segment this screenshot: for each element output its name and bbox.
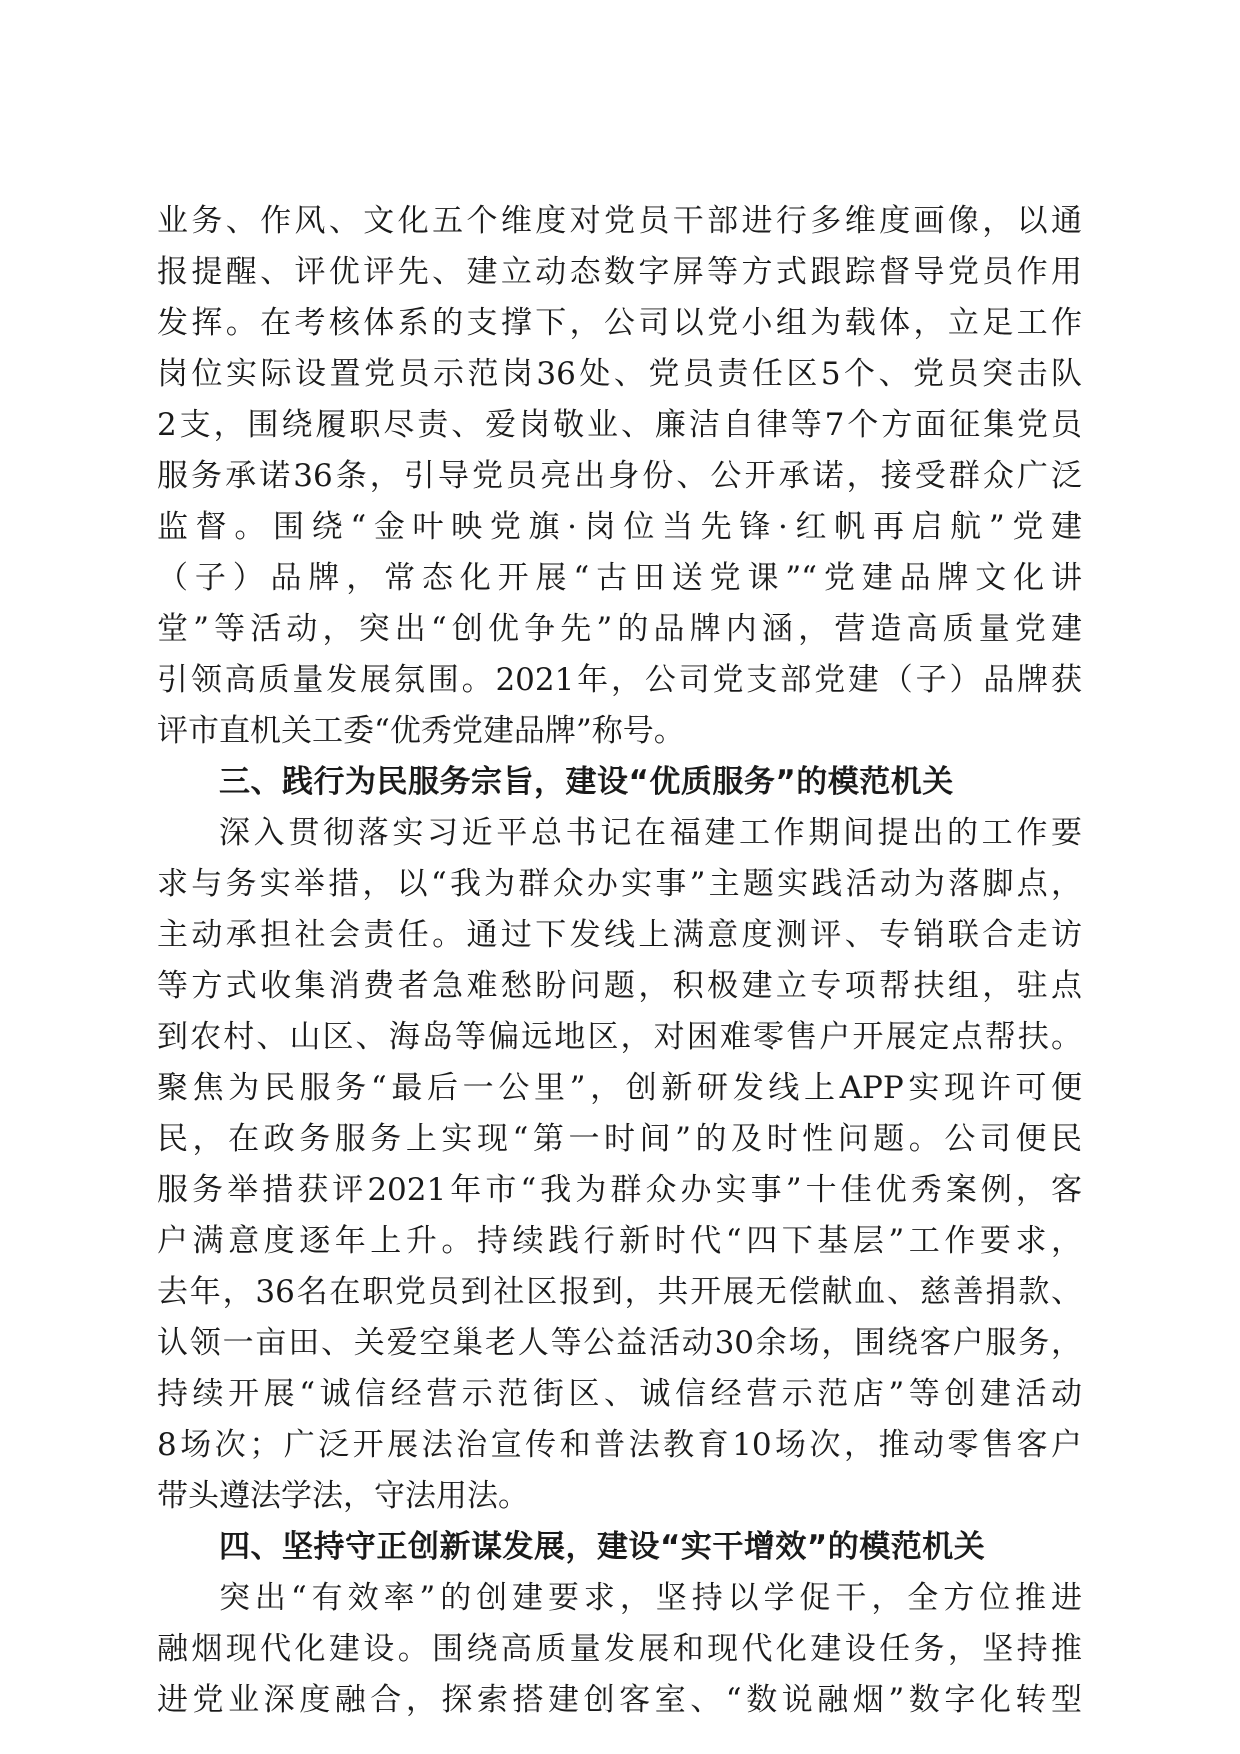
paragraph bbox=[157, 808, 1082, 1522]
text-line: 带头遵法学法，守法用法。 bbox=[157, 1478, 529, 1514]
document-body bbox=[157, 196, 1082, 1726]
text-line: 融烟现代化建设。围绕高质量发展和现代化建设任务，坚持推 bbox=[157, 1631, 1082, 1667]
section-heading-4: 四、坚持守正创新谋发展，建设“实干增效”的模范机关 bbox=[219, 1529, 986, 1565]
paragraph bbox=[157, 196, 1082, 757]
text-line: 监督。围绕“金叶映党旗·岗位当先锋·红帆再启航”党建 bbox=[157, 509, 1082, 545]
text-line: 业务、作风、文化五个维度对党员干部进行多维度画像，以通 bbox=[157, 203, 1082, 239]
text-line: 去年，36名在职党员到社区报到，共开展无偿献血、慈善捐款、 bbox=[157, 1274, 1082, 1310]
text-line: 岗位实际设置党员示范岗36处、党员责任区5个、党员突击队 bbox=[157, 356, 1082, 392]
text-line: 深入贯彻落实习近平总书记在福建工作期间提出的工作要 bbox=[219, 815, 1082, 851]
text-line: 民，在政务服务上实现“第一时间”的及时性问题。公司便民 bbox=[157, 1121, 1082, 1157]
text-line: （子）品牌，常态化开展“古田送党课”“党建品牌文化讲 bbox=[157, 560, 1082, 596]
text-line: 户满意度逐年上升。持续践行新时代“四下基层”工作要求， bbox=[157, 1223, 1082, 1259]
text-line: 进党业深度融合，探索搭建创客室、“数说融烟”数字化转型 bbox=[157, 1682, 1082, 1718]
text-line: 等方式收集消费者急难愁盼问题，积极建立专项帮扶组，驻点 bbox=[157, 968, 1082, 1004]
text-line: 评市直机关工委“优秀党建品牌”称号。 bbox=[157, 713, 685, 749]
text-line: 到农村、山区、海岛等偏远地区，对困难零售户开展定点帮扶。 bbox=[157, 1019, 1082, 1055]
text-line: 认领一亩田、关爱空巢老人等公益活动30余场，围绕客户服务， bbox=[157, 1325, 1082, 1361]
text-line: 2支，围绕履职尽责、爱岗敬业、廉洁自律等7个方面征集党员 bbox=[157, 407, 1082, 443]
text-line: 报提醒、评优评先、建立动态数字屏等方式跟踪督导党员作用 bbox=[157, 254, 1082, 290]
text-line: 8场次；广泛开展法治宣传和普法教育10场次，推动零售客户 bbox=[157, 1427, 1082, 1463]
section-heading-3: 三、践行为民服务宗旨，建设“优质服务”的模范机关 bbox=[219, 764, 954, 800]
text-line: 服务承诺36条，引导党员亮出身份、公开承诺，接受群众广泛 bbox=[157, 458, 1082, 494]
text-line: 求与务实举措，以“我为群众办实事”主题实践活动为落脚点， bbox=[157, 866, 1082, 902]
paragraph bbox=[157, 1573, 1082, 1726]
text-line: 持续开展“诚信经营示范街区、诚信经营示范店”等创建活动 bbox=[157, 1376, 1082, 1412]
text-line: 引领高质量发展氛围。2021年，公司党支部党建（子）品牌获 bbox=[157, 662, 1082, 698]
text-line: 发挥。在考核体系的支撑下，公司以党小组为载体，立足工作 bbox=[157, 305, 1082, 341]
text-line: 主动承担社会责任。通过下发线上满意度测评、专销联合走访 bbox=[157, 917, 1082, 953]
text-line: 突出“有效率”的创建要求，坚持以学促干，全方位推进 bbox=[219, 1580, 1082, 1616]
text-line: 堂”等活动，突出“创优争先”的品牌内涵，营造高质量党建 bbox=[157, 611, 1082, 647]
text-line: 服务举措获评2021年市“我为群众办实事”十佳优秀案例，客 bbox=[157, 1172, 1082, 1208]
text-line: 聚焦为民服务“最后一公里”，创新研发线上APP实现许可便 bbox=[157, 1070, 1082, 1106]
